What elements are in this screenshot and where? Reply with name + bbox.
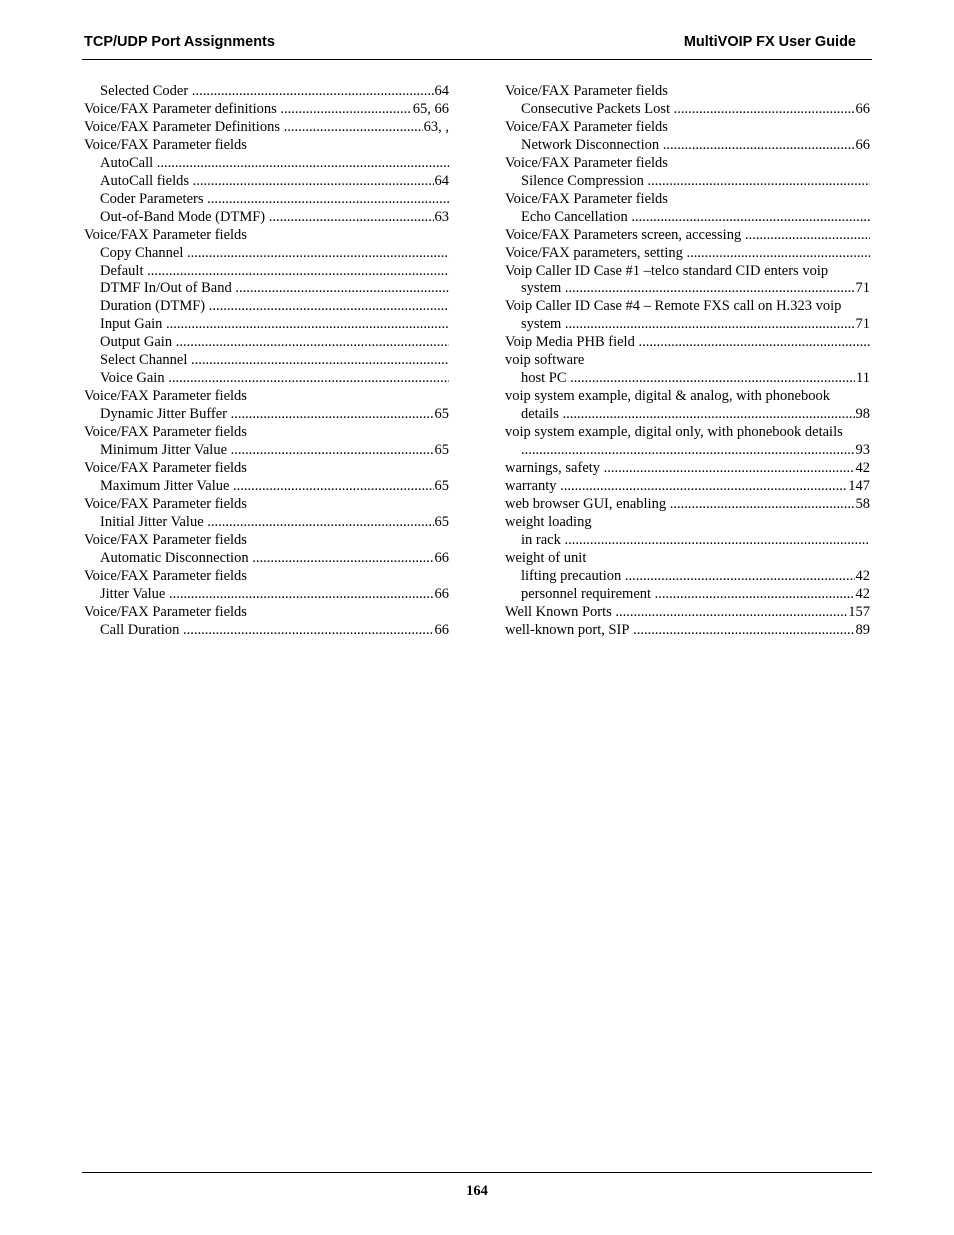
index-entry bbox=[505, 496, 870, 514]
index-term: Voice/FAX Parameter fields bbox=[84, 226, 247, 243]
index-subentry bbox=[84, 263, 449, 281]
index-term: web browser GUI, enabling bbox=[505, 495, 667, 512]
index-term: Voice/FAX Parameter fields bbox=[84, 460, 247, 477]
index-entry bbox=[505, 227, 870, 245]
index-subentry bbox=[84, 209, 449, 227]
index-page-ref: 71 bbox=[855, 316, 870, 333]
index-heading bbox=[84, 227, 449, 245]
index-term: Voice/FAX Parameter fields bbox=[505, 118, 668, 135]
index-subentry bbox=[505, 442, 870, 460]
index-term: voip system example, digital & analog, with phonebook bbox=[505, 388, 830, 405]
index-term: Voip Caller ID Case #1 –telco standard CID enters voip bbox=[505, 262, 829, 279]
index-entry bbox=[505, 478, 870, 496]
index-term: warnings, safety bbox=[505, 460, 601, 477]
index-term: AutoCall fields bbox=[100, 172, 190, 189]
index-page-ref: 65 bbox=[434, 406, 449, 423]
index-term: Voice/FAX Parameter fields bbox=[84, 388, 247, 405]
index-page-ref: 66 bbox=[855, 136, 870, 153]
index-page-ref: 42 bbox=[855, 567, 870, 584]
index-term: lifting precaution bbox=[521, 567, 622, 584]
index-page-ref: 93 bbox=[855, 442, 870, 459]
index-subentry bbox=[505, 316, 870, 334]
index-page-ref: 66 bbox=[434, 549, 449, 566]
index-term: DTMF In/Out of Band bbox=[100, 280, 232, 297]
page-header bbox=[82, 32, 872, 60]
index-page-ref: 66 bbox=[855, 100, 870, 117]
index-subentry bbox=[84, 173, 449, 191]
index-term: Voice Gain bbox=[100, 370, 165, 387]
index-page-ref: 42 bbox=[855, 460, 870, 477]
index-term: Voice/FAX parameters, setting bbox=[505, 244, 683, 261]
index-entry bbox=[505, 604, 870, 622]
index-heading bbox=[505, 388, 870, 406]
index-term: Coder Parameters bbox=[100, 190, 204, 207]
index-heading bbox=[505, 191, 870, 209]
index-heading bbox=[84, 424, 449, 442]
index-term: Voice/FAX Parameter fields bbox=[505, 154, 668, 171]
index-term: weight of unit bbox=[505, 549, 587, 566]
index-term: Input Gain bbox=[100, 316, 163, 333]
index-term: Call Duration bbox=[100, 621, 180, 638]
index-subentry bbox=[84, 191, 449, 209]
index-heading bbox=[84, 388, 449, 406]
index-term: AutoCall bbox=[100, 154, 154, 171]
index-subentry bbox=[505, 101, 870, 119]
index-heading bbox=[505, 155, 870, 173]
index-term: Voice/FAX Parameter fields bbox=[84, 531, 247, 548]
index-term: Automatic Disconnection bbox=[100, 549, 249, 566]
index-heading bbox=[505, 119, 870, 137]
index-subentry bbox=[84, 352, 449, 370]
index-subentry bbox=[84, 550, 449, 568]
index-subentry bbox=[505, 137, 870, 155]
index-term: Out-of-Band Mode (DTMF) bbox=[100, 208, 266, 225]
index-page-ref: 98 bbox=[855, 406, 870, 423]
index-term: voip software bbox=[505, 352, 585, 369]
index-term: Voice/FAX Parameter definitions bbox=[84, 100, 277, 117]
index-entry bbox=[505, 460, 870, 478]
index-term: Default bbox=[100, 262, 144, 279]
index-page-ref: 58 bbox=[855, 495, 870, 512]
index-page-ref: 71 bbox=[855, 280, 870, 297]
index-term: well-known port, SIP bbox=[505, 621, 630, 638]
index-subentry bbox=[84, 298, 449, 316]
index-heading bbox=[505, 352, 870, 370]
index-page-ref: 66 bbox=[434, 585, 449, 602]
index-term: Voice/FAX Parameter Definitions bbox=[84, 118, 280, 135]
index-term: Voice/FAX Parameter fields bbox=[84, 567, 247, 584]
index-term: in rack bbox=[521, 531, 561, 548]
index-entry bbox=[84, 101, 449, 119]
index-entry bbox=[84, 119, 449, 137]
index-heading bbox=[84, 532, 449, 550]
index-term: Initial Jitter Value bbox=[100, 513, 204, 530]
index-term: Network Disconnection bbox=[521, 136, 660, 153]
index-subentry bbox=[505, 532, 870, 550]
index-heading bbox=[505, 514, 870, 532]
index-heading bbox=[505, 83, 870, 101]
index-page-ref: 157 bbox=[848, 603, 870, 620]
header-guide-title: MultiVOIP FX User Guide bbox=[683, 34, 856, 50]
index-page-ref: 147 bbox=[848, 477, 870, 494]
index-page-ref: 65, 66 bbox=[412, 100, 449, 117]
index-page-ref: 63 bbox=[434, 208, 449, 225]
index-term: system bbox=[521, 316, 562, 333]
index-page-ref: 63, , bbox=[423, 118, 449, 135]
index-term: system bbox=[521, 280, 562, 297]
index-entry bbox=[505, 334, 870, 352]
index-subentry bbox=[505, 370, 870, 388]
index-term: Output Gain bbox=[100, 334, 173, 351]
index-page-ref: 11 bbox=[856, 370, 870, 387]
index-heading bbox=[505, 550, 870, 568]
index-page-ref: 89 bbox=[855, 621, 870, 638]
index-subentry bbox=[84, 478, 449, 496]
index-subentry bbox=[84, 370, 449, 388]
index-heading bbox=[84, 460, 449, 478]
index-subentry bbox=[84, 442, 449, 460]
index-term: Well Known Ports bbox=[505, 603, 612, 620]
index-page-ref: 65 bbox=[434, 442, 449, 459]
index-page-ref: 64 bbox=[434, 172, 449, 189]
index-term: warranty bbox=[505, 477, 557, 494]
index-entry bbox=[505, 245, 870, 263]
index-subentry bbox=[84, 245, 449, 263]
index-page-ref: 65 bbox=[434, 513, 449, 530]
index-term: Minimum Jitter Value bbox=[100, 442, 228, 459]
index-page-ref: 64 bbox=[434, 83, 449, 99]
index-column-left bbox=[84, 83, 449, 640]
index-subentry bbox=[505, 209, 870, 227]
index-heading bbox=[505, 263, 870, 281]
index-term: voip system example, digital only, with phonebook details bbox=[505, 424, 843, 441]
index-subentry bbox=[84, 280, 449, 298]
index-term: Voice/FAX Parameter fields bbox=[84, 603, 247, 620]
index-term: personnel requirement bbox=[521, 585, 652, 602]
index-term: Voice/FAX Parameter fields bbox=[84, 424, 247, 441]
index-term: Voice/FAX Parameter fields bbox=[505, 83, 668, 99]
page-footer bbox=[82, 1172, 872, 1199]
index-term: Consecutive Packets Lost bbox=[521, 100, 671, 117]
index-subentry bbox=[84, 622, 449, 640]
index-term: Copy Channel bbox=[100, 244, 184, 261]
index-page-ref: 66 bbox=[434, 621, 449, 638]
index-subentry bbox=[84, 334, 449, 352]
index-entry bbox=[505, 622, 870, 640]
index-subentry bbox=[505, 406, 870, 424]
index-term: Maximum Jitter Value bbox=[100, 477, 230, 494]
index-heading bbox=[84, 137, 449, 155]
index-heading bbox=[84, 496, 449, 514]
index-subentry bbox=[505, 586, 870, 604]
index-subentry bbox=[505, 173, 870, 191]
index-subentry bbox=[505, 280, 870, 298]
index-subentry bbox=[505, 568, 870, 586]
index-term: details bbox=[521, 406, 559, 423]
index-subentry bbox=[84, 514, 449, 532]
page-number: 164 bbox=[466, 1183, 488, 1199]
index-term: weight loading bbox=[505, 513, 592, 530]
index-term: Echo Cancellation bbox=[521, 208, 628, 225]
index-term: Voice/FAX Parameters screen, accessing bbox=[505, 226, 742, 243]
index-term: Voice/FAX Parameter fields bbox=[84, 136, 247, 153]
index-term: Select Channel bbox=[100, 352, 188, 369]
index-term: Voip Caller ID Case #4 – Remote FXS call on H.323 voip bbox=[505, 298, 842, 315]
index-subentry bbox=[84, 406, 449, 424]
index-term: Jitter Value bbox=[100, 585, 166, 602]
index-page-ref: 42 bbox=[855, 585, 870, 602]
index-term: Voice/FAX Parameter fields bbox=[505, 190, 668, 207]
index-heading bbox=[84, 604, 449, 622]
index-subentry bbox=[84, 83, 449, 101]
index-heading bbox=[84, 568, 449, 586]
index-term: Voice/FAX Parameter fields bbox=[84, 495, 247, 512]
header-section-title: TCP/UDP Port Assignments bbox=[84, 34, 275, 50]
index-column-right bbox=[505, 83, 870, 640]
index-term: Selected Coder bbox=[100, 83, 189, 99]
index-subentry bbox=[84, 155, 449, 173]
index-subentry bbox=[84, 586, 449, 604]
index-term: Dynamic Jitter Buffer bbox=[100, 406, 227, 423]
index-heading bbox=[505, 424, 870, 442]
index-term: Silence Compression bbox=[521, 172, 644, 189]
index-page-ref: 65 bbox=[434, 477, 449, 494]
index-term: Voip Media PHB field bbox=[505, 334, 635, 351]
index-heading bbox=[505, 298, 870, 316]
index-term: host PC bbox=[521, 370, 567, 387]
index-subentry bbox=[84, 316, 449, 334]
index-term: Duration (DTMF) bbox=[100, 298, 206, 315]
